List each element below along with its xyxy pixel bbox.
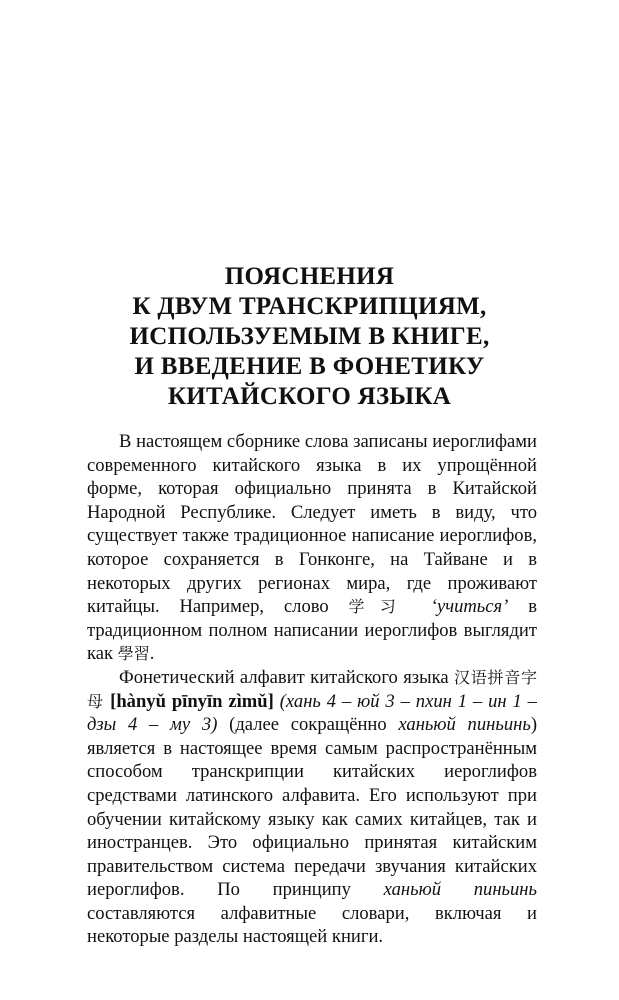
paragraph-text: составляются алфавитные словари, включая и некоторые разделы настоящей книги. <box>87 902 537 948</box>
term-hanyu-pinyin: ханьюй пиньинь <box>398 714 531 736</box>
heading-line: ПОЯСНЕНИЯ <box>224 263 395 290</box>
paragraph-pinyin <box>87 666 537 949</box>
paragraph-text: (далее сокращённо <box>217 714 399 736</box>
paragraph-text: В настоящем сборнике слова записаны иероглифами современного китайского языка в их упрощённой форме, которая официально принята в Китайской Народной Республике. Следует иметь в виду, что существует также традиционное написание иероглифов, которое сохраняется в Гонконге, на Тайване и в некоторых других регионах мира, где проживают китайцы. Например, слово <box>87 431 537 618</box>
term-hanyu-pinyin: ханьюй пиньинь <box>383 879 537 901</box>
paragraph-simplified-characters <box>87 430 537 666</box>
pinyin-transcription: [hànyǔ pīnyīn zìmǔ] <box>110 690 274 712</box>
hanzi-pinyin-name: 汉语拼音字母 <box>87 667 537 711</box>
paragraph-text: Фонетический алфавит китайского языка <box>119 666 454 688</box>
heading-line: К ДВУМ ТРАНСКРИПЦИЯМ, <box>132 293 487 320</box>
paragraph-text: в традиционном полном написании иероглифов выглядит как <box>87 596 537 665</box>
hanzi-simplified-example: 学习 <box>348 597 411 617</box>
word-gloss: ‘учиться’ <box>430 596 509 618</box>
body-text <box>87 430 537 949</box>
heading-line: И ВВЕДЕНИЕ В ФОНЕТИКУ <box>134 353 485 380</box>
paragraph-text: . <box>149 643 155 665</box>
russian-reading: (хань 4 – юй 3 – пхин 1 – ин 1 – дзы 4 – му 3) <box>87 690 537 736</box>
hanzi-traditional-example: 學習 <box>117 644 150 664</box>
heading-line: ИСПОЛЬЗУЕМЫМ В КНИГЕ, <box>129 323 490 350</box>
chapter-heading <box>0 262 619 412</box>
heading-line: КИТАЙСКОГО ЯЗЫКА <box>167 383 452 410</box>
paragraph-text: ) является в настоящее время самым распространённым способом транскрипции китайских иероглифов средствами латинского алфавита. Его используют при обучении китайскому языку как самих китайцев, так и иностранцев. Это официально принятая китайским правительством система передачи звучания китайских иероглифов. По принципу <box>87 714 538 901</box>
